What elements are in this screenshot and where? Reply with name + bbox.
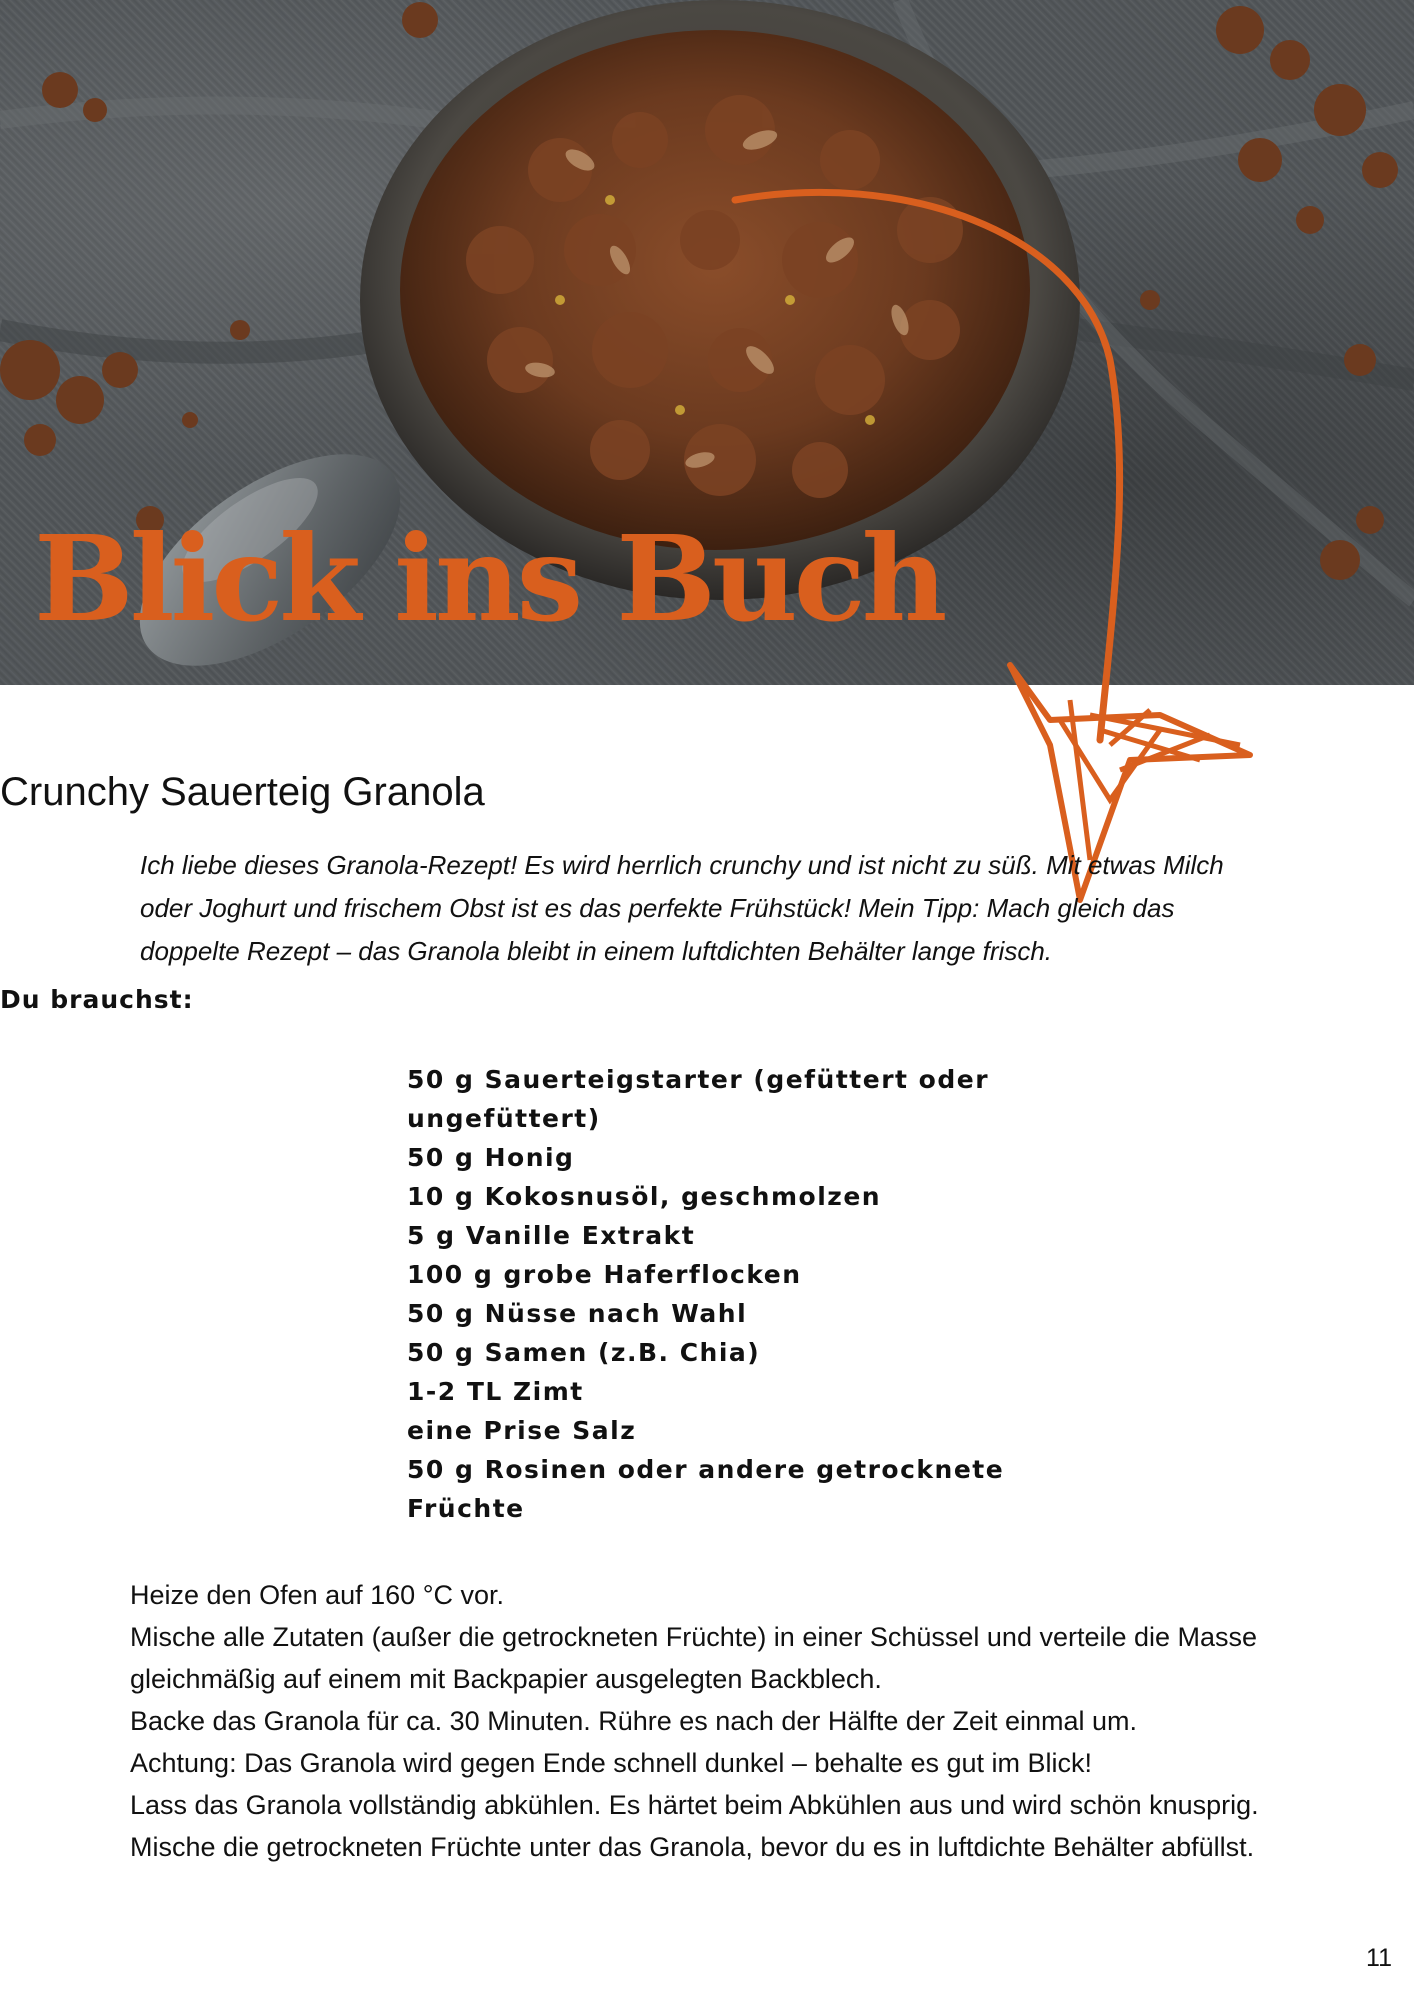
ingredients-heading: Du brauchst: [0, 985, 194, 1014]
ingredient-item: 50 g Rosinen oder andere getrocknete Früchte [407, 1455, 1005, 1523]
ingredient-item: 50 g Sauerteigstarter (gefüttert oder ungefüttert) [407, 1065, 990, 1133]
instruction-step: Backe das Granola für ca. 30 Minuten. Rühre es nach der Hälfte der Zeit einmal um. [130, 1706, 1138, 1736]
instruction-step: Mische alle Zutaten (außer die getrockneten Früchte) in einer Schüssel und verteile die Masse gleichmäßig auf einem mit Backpapier ausgelegten Backblech. [130, 1622, 1258, 1694]
hero-image [0, 0, 1414, 685]
ingredients-list [407, 1060, 1007, 1528]
ingredient-item: 50 g Samen (z.B. Chia) [407, 1338, 761, 1367]
instructions-list [130, 1574, 1284, 1868]
instruction-step: Mische die getrockneten Früchte unter das Granola, bevor du es in luftdichte Behälter abfüllst. [130, 1832, 1255, 1862]
ingredient-item: 10 g Kokosnusöl, geschmolzen [407, 1182, 882, 1211]
recipe-intro: Ich liebe dieses Granola-Rezept! Es wird herrlich crunchy und ist nicht zu süß. Mit etwas Milch oder Joghurt und frischem Obst ist es das perfekte Frühstück! Mein Tipp: Mach gleich das doppelte Rezept – das Granola bleibt in einem luftdichten Behälter lange frisch. [140, 850, 1224, 966]
hero-title: Blick ins Buch [34, 509, 944, 648]
ingredient-item: 1-2 TL Zimt [407, 1377, 584, 1406]
page-number: 11 [1366, 1944, 1392, 1972]
recipe-title: Crunchy Sauerteig Granola [0, 770, 485, 814]
ingredient-item: 50 g Honig [407, 1143, 575, 1172]
instruction-step: Lass das Granola vollständig abkühlen. Es härtet beim Abkühlen aus und wird schön knusprig. [130, 1790, 1259, 1820]
ingredient-item: 5 g Vanille Extrakt [407, 1221, 696, 1250]
ingredient-item: 50 g Nüsse nach Wahl [407, 1299, 748, 1328]
instruction-step: Achtung: Das Granola wird gegen Ende schnell dunkel – behalte es gut im Blick! [130, 1748, 1093, 1778]
instruction-step: Heize den Ofen auf 160 °C vor. [130, 1580, 505, 1610]
ingredient-item: 100 g grobe Haferflocken [407, 1260, 802, 1289]
ingredient-item: eine Prise Salz [407, 1416, 637, 1445]
